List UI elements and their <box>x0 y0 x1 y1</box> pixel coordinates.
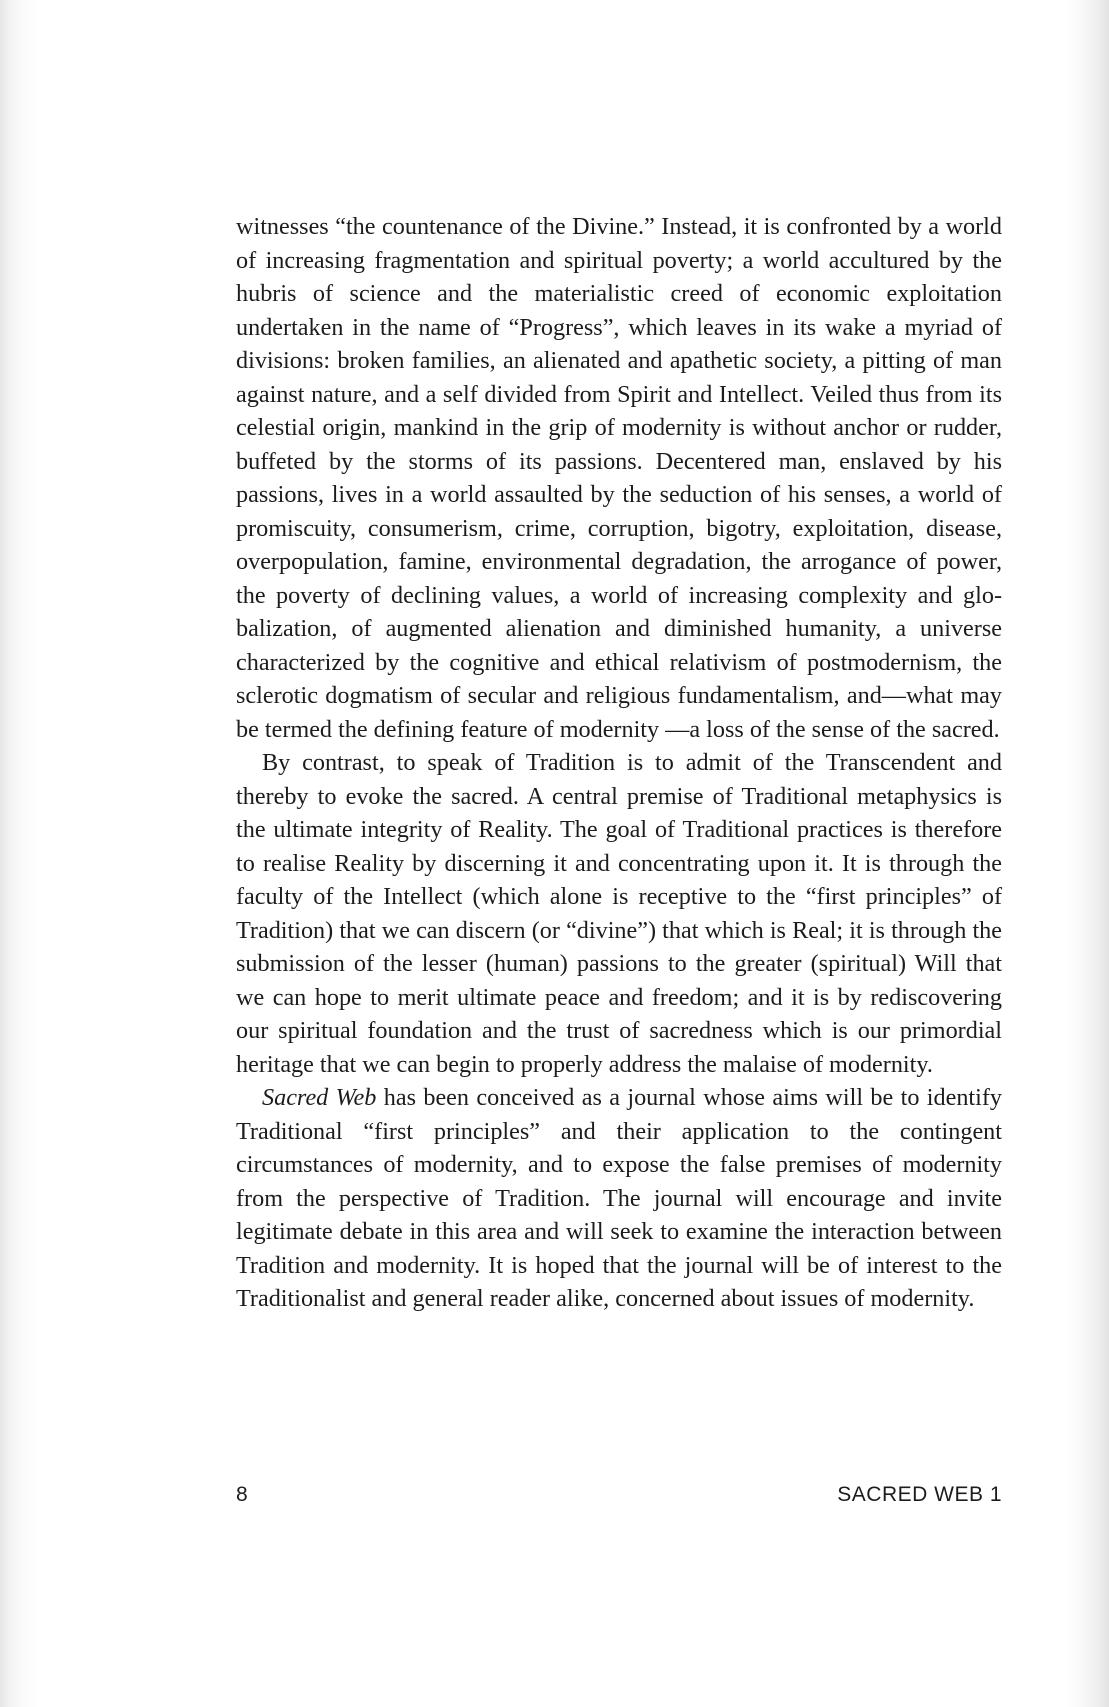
paragraph-2: By contrast, to speak of Tradition is to admit of the Transcendent and thereby to evoke the sacred. A central premise of Traditional metaphysics is the ultimate integrity of Reality. The goal of Traditional practices is therefore to realise Reality by discerning it and concentrating upon it. It is through the faculty of the Intellect (which alone is receptive to the “first principles” of Tradition) that we can discern (or “divine”) that which is Real; it is through the submission of the lesser (human) passions to the greater (spiritual) Will that we can hope to merit ultimate peace and freedom; and it is by rediscovering our spiritual foundation and the trust of sacredness which is our primordial heritage that we can begin to properly address the malaise of modernity. <box>236 749 1002 1078</box>
running-title: SACRED WEB 1 <box>837 1483 1002 1506</box>
page-footer <box>236 1483 1002 1513</box>
body-text <box>236 210 1002 1316</box>
paragraph-3-text: has been conceived as a journal whose aims will be to identify Traditional “first principles” and their application to the contingent circumstances of modernity, and to expose the false premises of modernity from the perspective of Tradition. The journal will encourage and invite legitimate debate in this area and will seek to examine the interaction between Tradition and modernity. It is hoped that the journal will be of interest to the Traditionalist and general reader alike, concerned about issues of modernity. <box>236 1084 1002 1312</box>
paragraph-3 <box>236 1081 1002 1316</box>
scan-edge-right <box>1065 0 1109 1707</box>
paragraph-1: witnesses “the countenance of the Divine.” Instead, it is confronted by a world of increasing fragmentation and spiritual poverty; a world accultured by the hubris of science and the materialistic creed of economic exploitation undertaken in the name of “Progress”, which leaves in its wake a myriad of divisions: broken families, an alienated and apathetic society, a pitting of man against nature, and a self divided from Spirit and Intellect. Veiled thus from its celestial origin, mankind in the grip of modernity is without anchor or rudder, buffeted by the storms of its passions. Decentered man, enslaved by his passions, lives in a world assaulted by the seduction of his senses, a world of promiscuity, consumerism, crime, corruption, bigotry, exploitation, disease, overpopulation, famine, environmental degradation, the arrogance of power, the poverty of declining values, a world of increasing complexity and globalization, of augmented alienation and diminished humanity, a universe characterized by the cognitive and ethical relativism of postmodernism, the sclerotic dogmatism of secular and religious fundamentalism, and—what may be termed the defining feature of modernity —a loss of the sense of the sacred. <box>236 213 1002 743</box>
page-number: 8 <box>236 1483 249 1506</box>
scan-edge-left <box>0 0 40 1707</box>
journal-title: Sacred Web <box>262 1084 377 1111</box>
